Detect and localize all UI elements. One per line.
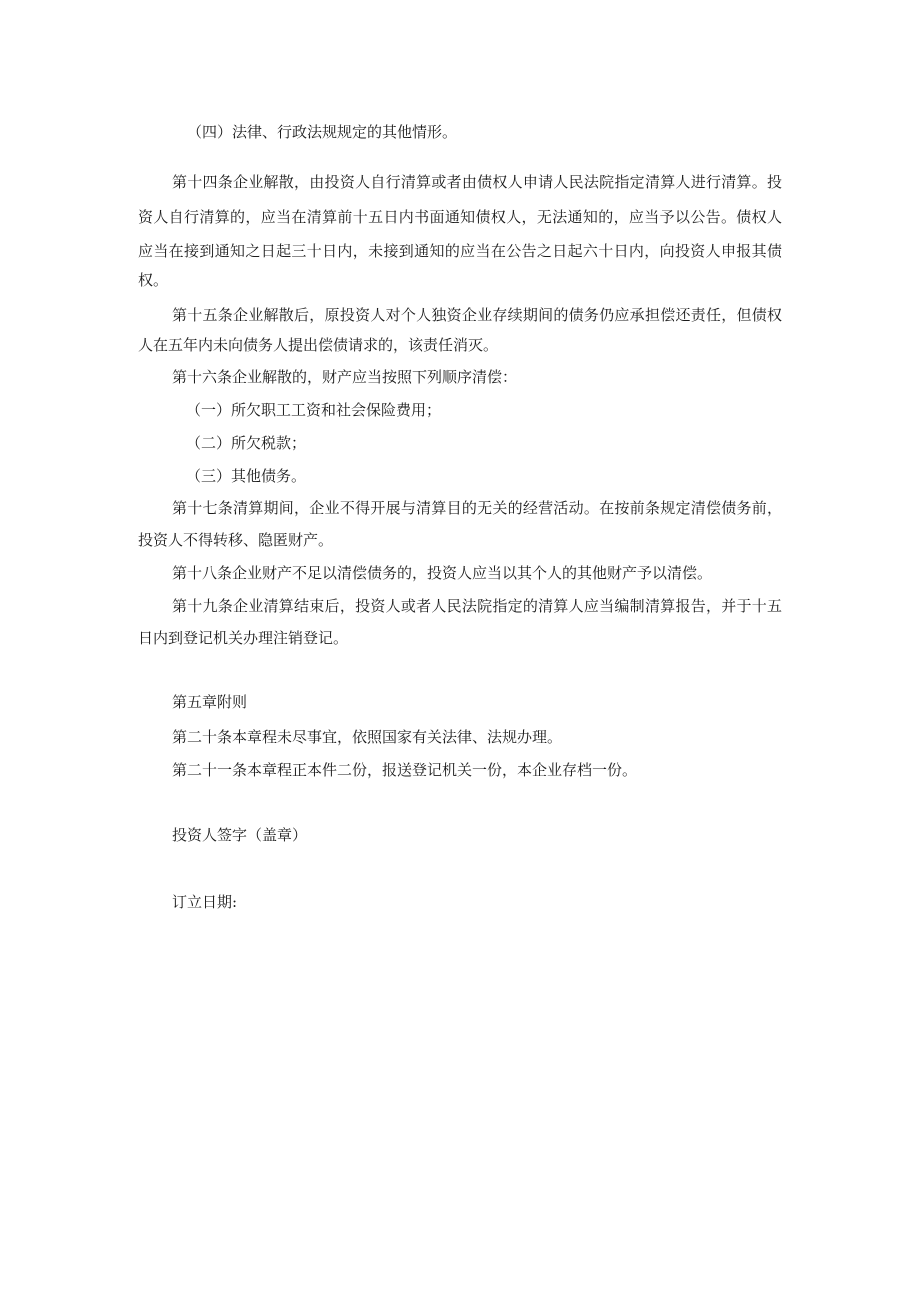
article-19-line-1: 第十九条企业清算结束后，投资人或者人民法院指定的清算人应当编制清算报告，并于十五 — [172, 597, 782, 615]
signature-label: 投资人签字（盖章） — [172, 826, 308, 844]
article-16-item-3: （三）其他债务。 — [186, 467, 307, 485]
article-17-line-1: 第十七条清算期间，企业不得开展与清算目的无关的经营活动。在按前条规定清偿债务前， — [172, 499, 782, 517]
article-16-item-2: （二）所欠税款； — [186, 434, 307, 452]
article-19-line-2: 日内到登记机关办理注销登记。 — [138, 629, 349, 647]
article-15-line-1: 第十五条企业解散后，原投资人对个人独资企业存续期间的债务仍应承担偿还责任，但债权 — [172, 306, 782, 324]
article-14-line-1: 第十四条企业解散，由投资人自行清算或者由债权人申请人民法院指定清算人进行清算。投 — [172, 173, 782, 191]
article-16: 第十六条企业解散的，财产应当按照下列顺序清偿： — [172, 368, 518, 386]
date-label: 订立日期: — [172, 893, 238, 911]
article-15-line-2: 人在五年内未向债务人提出偿债请求的，该责任消灭。 — [138, 336, 499, 354]
article-14-line-3: 应当在接到通知之日起三十日内，未接到通知的应当在公告之日起六十日内，向投资人申报其债 — [138, 242, 782, 260]
chapter-5-heading: 第五章附则 — [172, 693, 248, 711]
article-21: 第二十一条本章程正本件二份，报送登记机关一份，本企业存档一份。 — [172, 761, 638, 779]
article-18: 第十八条企业财产不足以清偿债务的，投资人应当以其个人的其他财产予以清偿。 — [172, 564, 713, 582]
article-14-line-2: 资人自行清算的，应当在清算前十五日内书面通知债权人，无法通知的，应当予以公告。债权人 — [138, 208, 782, 226]
article-16-item-1: （一）所欠职工工资和社会保险费用； — [186, 401, 442, 419]
article-17-line-2: 投资人不得转移、隐匿财产。 — [138, 531, 334, 549]
article-14-line-4: 权。 — [138, 271, 169, 289]
item-four: （四）法律、行政法规规定的其他情形。 — [187, 123, 458, 141]
article-20: 第二十条本章程未尽事宜，依照国家有关法律、法规办理。 — [172, 728, 563, 746]
